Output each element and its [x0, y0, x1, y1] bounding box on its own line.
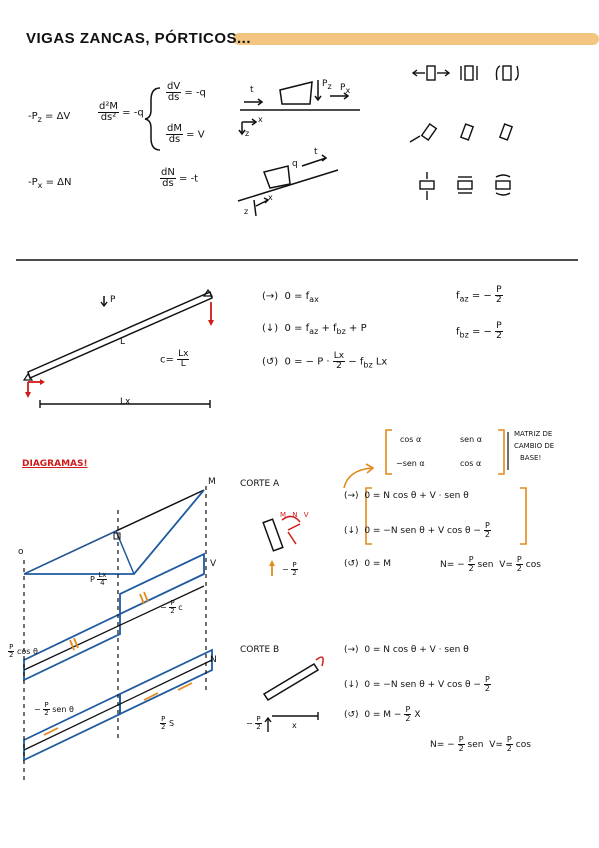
- label-t-horizontal: t: [250, 85, 254, 95]
- eq-dm: $\frac{dM}{ds}$ = V: [167, 123, 205, 145]
- corte-b-eq3: (↺) 0 = M − $\frac{P}{2}$ X: [344, 705, 421, 723]
- result-faz: $f_{az}$ = − $\frac{P}{2}$: [456, 285, 502, 305]
- eq-dn: $\frac{dN}{ds}$ = -t: [161, 167, 199, 189]
- eq-pz: $-P_z = \Delta V$: [28, 111, 71, 124]
- equation-brace: [145, 88, 160, 150]
- eq-equilibrium-moment: (↺) 0 = − P · $\frac{Lx}{2}$ − $f_{bz}$ Lx: [262, 351, 388, 371]
- corte-a-force-labels: M N V: [280, 511, 309, 519]
- axial-low-label: − $\frac{P}{2}$ sen θ: [34, 701, 74, 717]
- eq-dv: $\frac{dV}{ds}$ = -q: [167, 81, 206, 103]
- eq-equilibrium-x: (→) $0 = f_{ax}$: [262, 291, 319, 304]
- moment-peak-label: P $\frac{Lx}{4}$: [90, 571, 107, 587]
- eq-d2m: $\frac{\text{d²M}}{\text{ds²}}$ = -q: [99, 101, 144, 123]
- corte-a-eq2: (↓) 0 = −N sen θ + V cos θ − $\frac{P}{2}$: [344, 521, 490, 539]
- label-pz: $P_z$: [322, 79, 332, 91]
- label-px: $P_x$: [340, 83, 351, 95]
- matrix-r1c1: cos α: [400, 435, 422, 444]
- corte-b-eq1: (→) 0 = N cos θ + V · sen θ: [344, 645, 469, 655]
- eq-px: $-P_x = \Delta N$: [28, 177, 72, 190]
- corte-a-eq3: (↺) 0 = M: [344, 559, 392, 569]
- label-t-inclined: t: [314, 147, 318, 157]
- label-length-l: L: [120, 337, 126, 347]
- diagram-label-n: N: [210, 655, 217, 665]
- label-q: q: [292, 159, 298, 169]
- diagrams-heading: DIAGRAMAS!: [22, 459, 88, 469]
- corte-b-heading: CORTE B: [240, 645, 280, 655]
- corte-a-solution: N= − $\frac{P}{2}$ sen V= $\frac{P}{2}$ cos: [440, 555, 541, 573]
- diagram-dashed-guides: [24, 486, 206, 780]
- diagram-label-v: V: [210, 559, 217, 569]
- shear-high-label: $\frac{P}{2}$ cos θ: [9, 643, 38, 659]
- corte-b-eq2: (↓) 0 = −N sen θ + V cos θ − $\frac{P}{2}$: [344, 675, 490, 693]
- matrix-r1c2: sen α: [460, 435, 482, 444]
- diagram-shear: [24, 554, 204, 680]
- eq-c: c= $\frac{Lx}{L}$: [160, 349, 189, 369]
- corte-a-load-label: − $\frac{P}{2}$: [282, 561, 297, 577]
- diagram-moment: [24, 490, 204, 574]
- inclined-beam-sketch: [238, 155, 338, 216]
- label-lx: Lx: [120, 397, 131, 407]
- label-load-p: P: [110, 295, 116, 305]
- matrix-note: MATRIZ DE CAMBIO DE BASE!: [514, 430, 555, 462]
- corte-b-x-label: x: [292, 721, 297, 730]
- sign-convention-sketches: [410, 66, 518, 200]
- corte-b-load-label: − $\frac{P}{2}$: [246, 715, 261, 731]
- corte-a-eq1: (→) 0 = N cos θ + V · sen θ: [344, 491, 469, 501]
- shear-low-label: − $\frac{P}{2}$ c: [160, 599, 183, 615]
- label-x-axis-inclined: x: [268, 193, 273, 202]
- matrix-r2c2: cos α: [460, 459, 482, 468]
- matrix-r2c1: −sen α: [396, 459, 425, 468]
- label-z-axis: z: [245, 129, 250, 138]
- corte-b-solution: N= − $\frac{P}{2}$ sen V= $\frac{P}{2}$ cos: [430, 735, 531, 753]
- diagram-label-m: M: [208, 477, 216, 487]
- result-fbz: $f_{bz}$ = − $\frac{P}{2}$: [456, 321, 502, 341]
- label-z-axis-inclined: z: [244, 207, 249, 216]
- title-highlighter: [233, 33, 599, 45]
- label-x-axis: x: [258, 115, 263, 124]
- axial-high-label: $\frac{P}{2}$ S: [161, 715, 175, 731]
- diagram-label-origin: o: [18, 547, 24, 557]
- eq-equilibrium-z: (↓) $0 = f_{az} + f_{bz} + P$: [262, 323, 367, 336]
- page-title: VIGAS ZANCAS, PÓRTICOS...: [26, 30, 252, 47]
- corte-a-heading: CORTE A: [240, 479, 280, 489]
